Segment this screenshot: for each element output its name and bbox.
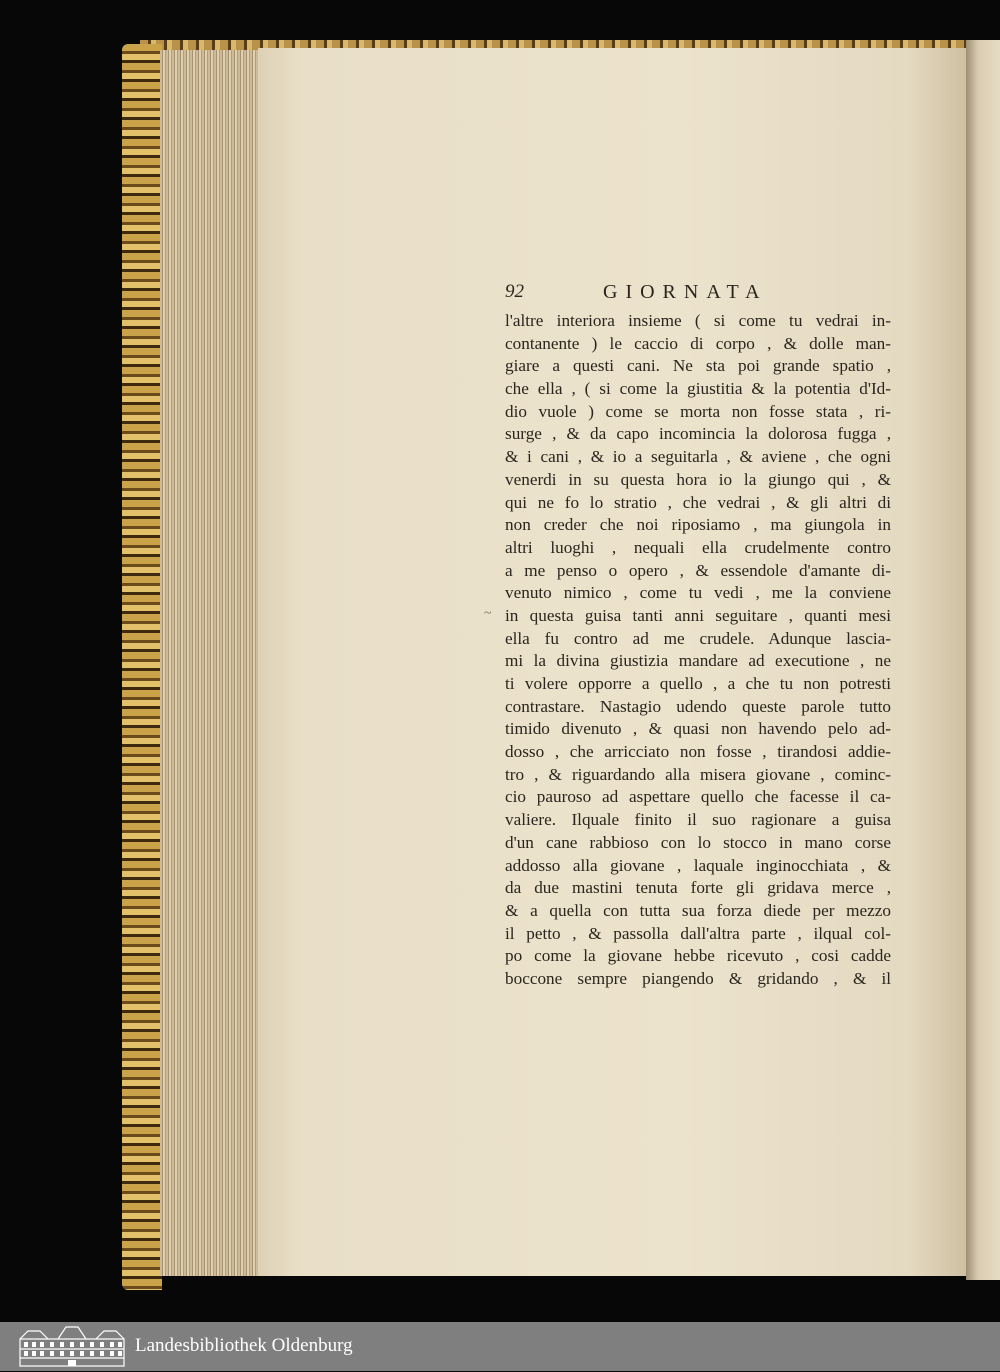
text-line: venuto nimico , come tu vedi , me la conviene: [505, 583, 891, 603]
text-line: dosso , che arricciato non fosse , tirandosi addie-: [505, 742, 891, 762]
text-line: valiere. Ilquale finito il suo ragionare a guisa: [505, 810, 891, 830]
text-line: contanente ) le caccio di corpo , & dolle man-: [505, 333, 891, 353]
text-line: & a quella con tutta sua forza diede per mezzo: [505, 900, 891, 920]
text-line: boccone sempre piangendo & gridando , & il: [505, 968, 891, 988]
text-line: timido divenuto , & quasi non havendo pelo ad-: [505, 719, 891, 739]
text-line: po come la giovane hebbe ricevuto , cosi cadde: [505, 946, 891, 966]
text-line: tro , & riguardando alla misera giovane , cominc-: [505, 764, 891, 784]
text-line: il petto , & passolla dall'altra parte , ilqual col-: [505, 923, 891, 943]
text-line: l'altre interiora insieme ( si come tu vedrai in-: [505, 311, 891, 330]
text-line: contrastare. Nastagio udendo queste parole tutto: [505, 696, 891, 716]
page-header: [505, 281, 900, 307]
text-line: che ella , ( si come la giustitia & la potentia d'Id-: [505, 379, 891, 399]
text-line: & i cani , & io a seguitarla , & aviene , che ogni: [505, 447, 891, 467]
library-name: Landesbibliothek Oldenburg: [135, 1335, 353, 1356]
text-line: ella fu contro ad me crudele. Adunque lascia-: [505, 628, 891, 648]
running-head: GIORNATA: [603, 281, 768, 303]
text-line: da due mastini tenuta forte gli gridava merce ,: [505, 878, 891, 898]
text-line: surge , & da capo incomincia la dolorosa fugga ,: [505, 424, 891, 444]
text-line: cio pauroso ad aspettare quello che facesse il ca-: [505, 787, 891, 807]
library-building-icon: [18, 1325, 126, 1368]
text-line: d'un cane rabbioso con lo stocco in mano corse: [505, 832, 891, 852]
text-line: venerdi in su questa hora io la giungo qui , &: [505, 469, 891, 489]
text-line: ti volere opporre a quello , a che tu non potresti: [505, 674, 891, 693]
text-line: addosso alla giovane , laquale inginocchiata , &: [505, 855, 891, 875]
text-line: mi la divina giustizia mandare ad executione , ne: [505, 651, 891, 671]
text-line: altri luoghi , nequali ella crudelmente contro: [505, 537, 891, 557]
text-line: qui ne fo lo stratio , che vedrai , & gli altri di: [505, 492, 891, 512]
page-number: 92: [505, 281, 524, 302]
book-cover-spine-edge: [122, 44, 162, 1290]
margin-mark: ~: [484, 606, 492, 621]
text-line: a me penso o opero , & essendole d'amante di-: [505, 560, 891, 580]
text-line: non creder che noi riposiamo , ma giungola in: [505, 515, 891, 535]
text-line: giare a questi cani. Ne sta poi grande spatio ,: [505, 356, 891, 376]
text-line: in questa guisa tanti anni seguitare , quanti mesi: [505, 605, 891, 625]
text-line: dio vuole ) come se morta non fosse stata , ri-: [505, 401, 891, 421]
footer-bar: [0, 1322, 1000, 1371]
page-block-edges: [160, 50, 260, 1276]
body-text: [505, 310, 891, 991]
facing-page-edge: [966, 40, 1000, 1280]
